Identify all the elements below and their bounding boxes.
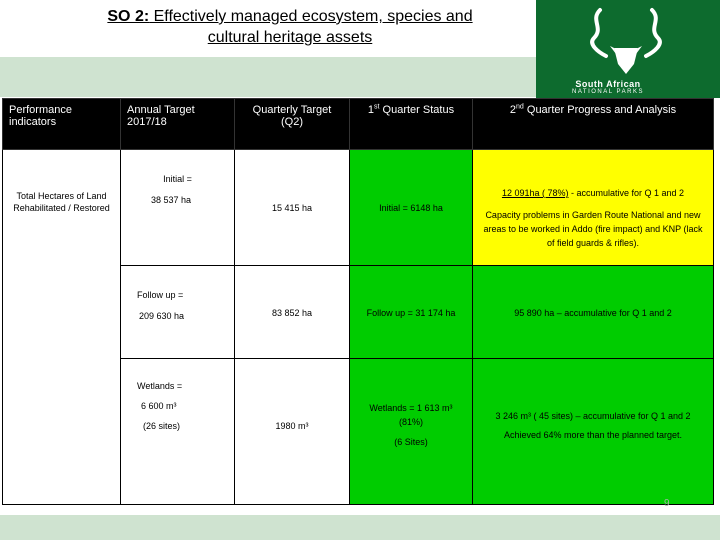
q2-followup-value: 95 890 ha – accumulative for Q 1 and 2 [514,308,672,318]
wetlands-label: Wetlands = [137,381,183,391]
q2-followup-cell [473,266,714,359]
table-row-initial [3,150,714,266]
q1-followup-value: Follow up = 31 174 ha [366,308,456,318]
q1-wetlands-percent: (81%) [398,417,423,427]
followup-label: Follow up = [137,290,184,300]
q2-initial-analysis: Capacity problems in Garden Route National and new areas to be worked in Addo (fire impact) and KNP (lack of field guards & rifles). [483,210,703,248]
annual-initial-value: 38 537 ha [151,195,192,205]
footer-band [0,515,720,540]
annual-wetlands-cell [121,359,235,505]
initial-label: Initial = [163,174,192,184]
title-line-2: cultural heritage assets [207,29,373,46]
indicator-cell [3,150,121,505]
q2-initial-summary: 12 091ha ( 78%) - accumulative for Q 1 and 2 [501,188,685,198]
header-q2-progress: 2nd Quarter Progress and Analysis [473,99,714,150]
quarterly-followup-value: 83 852 ha [271,308,313,318]
q2-wetlands-cell [473,359,714,505]
q2-wetlands-analysis: Achieved 64% more than the planned target. [503,430,683,440]
q1-wetlands-cell [350,359,473,505]
indicator-text: Total Hectares of Land Rehabilitated / Restored [13,191,110,213]
annual-wetlands-value: 6 600 m³ [141,401,177,411]
header-q1-status: 1st Quarter Status [350,99,473,150]
header-indicators: Performance indicators [3,99,121,150]
quarterly-followup-cell [235,266,350,359]
page-number: 9 [664,498,670,509]
header-annual-target: Annual Target 2017/18 [121,99,235,150]
annual-initial-cell [121,150,235,266]
q1-initial-cell [350,150,473,266]
q2-initial-cell [473,150,714,266]
logo-name-line2: NATIONAL PARKS [572,89,644,95]
q1-initial-value: Initial = 6148 ha [379,203,443,213]
performance-table [2,98,714,505]
kudu-icon [554,4,702,80]
quarterly-initial-value: 15 415 ha [271,203,313,213]
annual-followup-value: 209 630 ha [139,311,185,321]
annual-followup-cell [121,266,235,359]
quarterly-wetlands-value: 1980 m³ [275,421,309,431]
sanparks-logo [536,0,720,98]
table-header-row [3,99,714,150]
slide-title [40,6,540,48]
q1-wetlands-value: Wetlands = 1 613 m³ [369,403,453,413]
header-quarterly-target: Quarterly Target (Q2) [235,99,350,150]
annual-wetlands-sites: (26 sites) [143,421,181,431]
quarterly-initial-cell [235,150,350,266]
q2-wetlands-value: 3 246 m³ ( 45 sites) – accumulative for Q 1 and 2 [495,411,691,421]
logo-name-line1: South African [575,79,641,89]
q1-followup-cell [350,266,473,359]
quarterly-wetlands-cell [235,359,350,505]
q1-wetlands-sites: (6 Sites) [394,437,428,447]
title-line-1: SO 2: Effectively managed ecosystem, species and [107,8,473,25]
